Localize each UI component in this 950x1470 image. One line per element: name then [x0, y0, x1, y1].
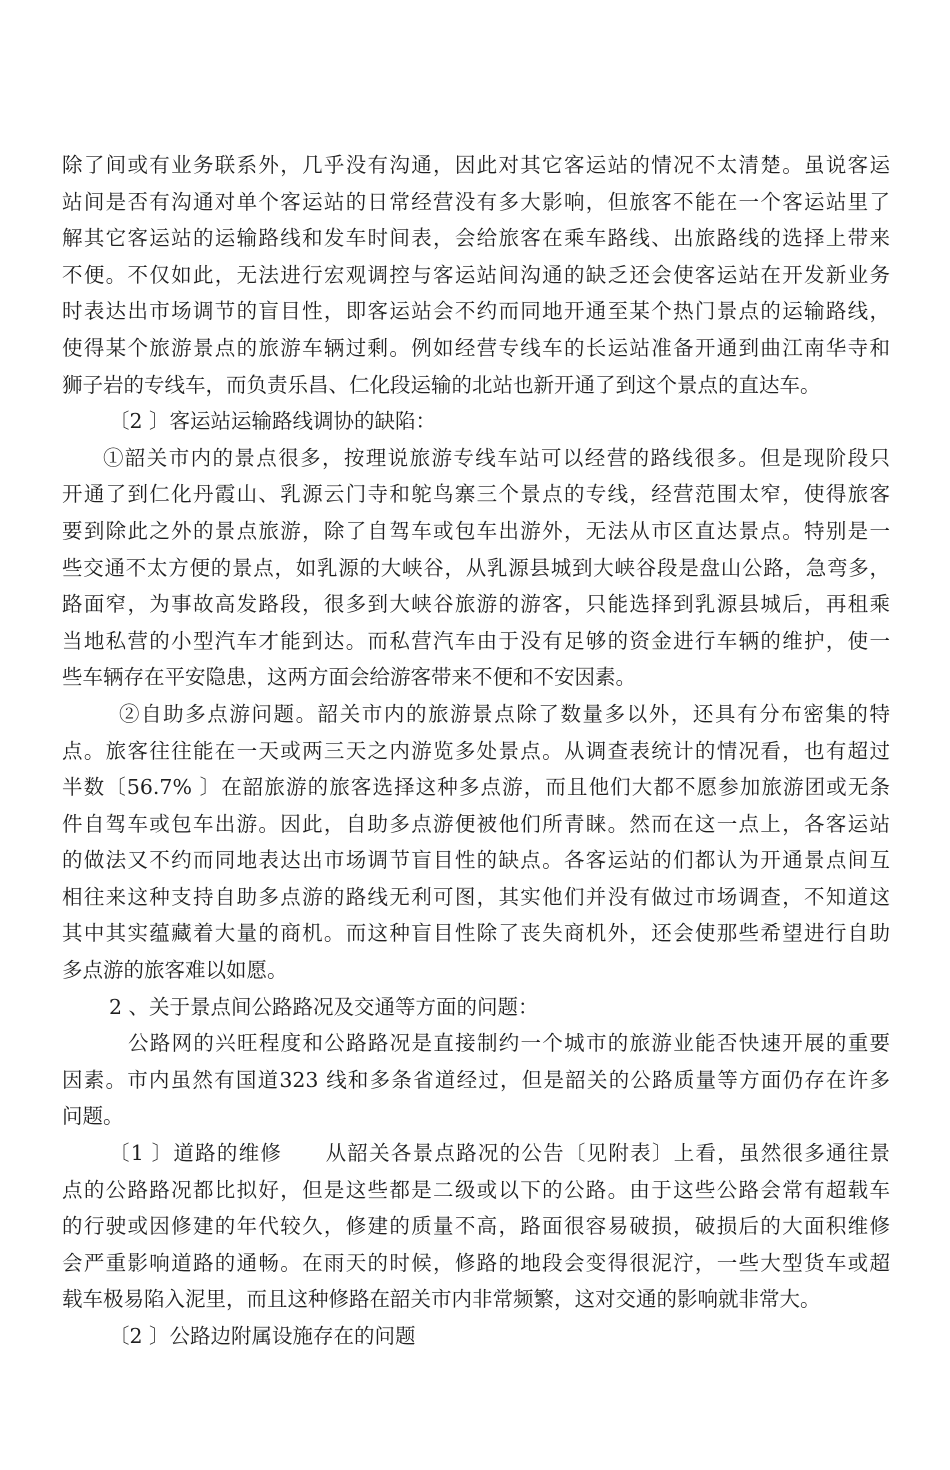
- text-line: 些交通不太方便的景点，如乳源的大峡谷，从乳源县城到大峡谷段是盘山公路，急弯多，: [62, 555, 890, 580]
- heading-route-coordination: [62, 403, 890, 440]
- text-line: 多点游的旅客难以如愿。: [62, 958, 288, 983]
- text-line: 开通了到仁化丹霞山、乳源云门寺和鸵鸟寨三个景点的专线，经营范围太窄，使得旅客: [62, 482, 890, 507]
- text-line: 使得某个旅游景点的旅游车辆过剩。例如经营专线车的长运站准备开通到曲江南华寺和: [62, 335, 890, 360]
- text-line: 其中其实蕴藏着大量的商机。而这种盲目性除了丧失商机外，还会使那些希望进行自助: [62, 921, 890, 946]
- text-line: 公路网的兴旺程度和公路路况是直接制约一个城市的旅游业能否快速开展的重要: [128, 1031, 890, 1056]
- text-line: 相往来这种支持自助多点游的路线无利可图，其实他们并没有做过市场调查，不知道这: [62, 884, 890, 909]
- text-line: 因素。市内虽然有国道323 线和多条省道经过，但是韶关的公路质量等方面仍存在许多: [62, 1067, 890, 1092]
- heading-roadside-facilities: [62, 1318, 890, 1355]
- text-line: 点的公路路况都比拟好，但是这些都是二级或以下的公路。由于这些公路会常有超载车: [62, 1177, 890, 1202]
- heading-section-2: [62, 989, 890, 1026]
- para-communication: [62, 147, 890, 403]
- text-line: 时表达出市场调节的盲目性，即客运站会不约而同地开通至某个热门景点的运输路线，: [62, 299, 890, 324]
- text-line: 〔1 〕道路的维修 从韶关各景点路况的公告〔见附表〕上看，虽然很多通往景: [109, 1141, 890, 1166]
- text-line: 不便。不仅如此，无法进行宏观调控与客运站间沟通的缺乏还会使客运站在开发新业务: [62, 262, 890, 287]
- text-line: 当地私营的小型汽车才能到达。而私营汽车由于没有足够的资金进行车辆的维护，使一: [62, 628, 890, 653]
- text-line: 半数〔56.7% 〕在韶旅游的旅客选择这种多点游，而且他们大都不愿参加旅游团或无条: [62, 775, 890, 800]
- text-line: 要到除此之外的景点旅游，除了自驾车或包车出游外，无法从市区直达景点。特别是一: [62, 518, 890, 543]
- text-line: ①韶关市内的景点很多，按理说旅游专线车站可以经营的路线很多。但是现阶段只: [103, 445, 890, 470]
- text-line: 站间是否有沟通对单个客运站的日常经营没有多大影响，但旅客不能在一个客运站里了: [62, 189, 890, 214]
- text-line: ②自助多点游问题。韶关市内的旅游景点除了数量多以外，还具有分布密集的特: [119, 701, 890, 726]
- text-line: 除了间或有业务联系外，几乎没有沟通，因此对其它客运站的情况不太清楚。虽说客运: [62, 153, 890, 177]
- text-line: 路面窄，为事故高发路段，很多到大峡谷旅游的游客，只能选择到乳源县城后，再租乘: [62, 592, 890, 617]
- para-point-2: [62, 696, 890, 989]
- text-line: 会严重影响道路的通畅。在雨天的时候，修路的地段会变得很泥泞，一些大型货车或超: [62, 1250, 890, 1275]
- para-point-1: [62, 440, 890, 696]
- text-line: 的行驶或因修建的年代较久，修建的质量不高，路面很容易破损，破损后的大面积维修: [62, 1214, 890, 1239]
- section-heading: 〔2 〕公路边附属设施存在的问题: [109, 1324, 416, 1348]
- text-line: 问题。: [62, 1104, 124, 1129]
- text-line: 点。旅客往往能在一天或两三天之内游览多处景点。从调查表统计的情况看，也有超过: [62, 738, 890, 763]
- text-line: 载车极易陷入泥里，而且这种修路在韶关市内非常频繁，这对交通的影响就非常大。: [62, 1287, 821, 1312]
- para-road-network: [62, 1025, 890, 1135]
- text-line: 件自驾车或包车出游。因此，自助多点游便被他们所青睐。然而在这一点上，各客运站: [62, 811, 890, 836]
- text-line: 解其它客运站的运输路线和发车时间表，会给旅客在乘车路线、出旅路线的选择上带来: [62, 226, 890, 251]
- section-heading: 〔2 〕客运站运输路线调协的缺陷：: [109, 409, 437, 434]
- text-line: 的做法又不约而同地表达出市场调节盲目性的缺点。各客运站的们都认为开通景点间互: [62, 848, 890, 873]
- section-heading: 2 、关于景点间公路路况及交通等方面的问题：: [109, 994, 539, 1019]
- text-line: 些车辆存在平安隐患，这两方面会给游客带来不便和不安因素。: [62, 665, 636, 690]
- para-road-maintenance: [62, 1135, 890, 1318]
- text-line: 狮子岩的专线车，而负责乐昌、仁化段运输的北站也新开通了到这个景点的直达车。: [62, 372, 821, 397]
- document-body: [62, 147, 890, 1355]
